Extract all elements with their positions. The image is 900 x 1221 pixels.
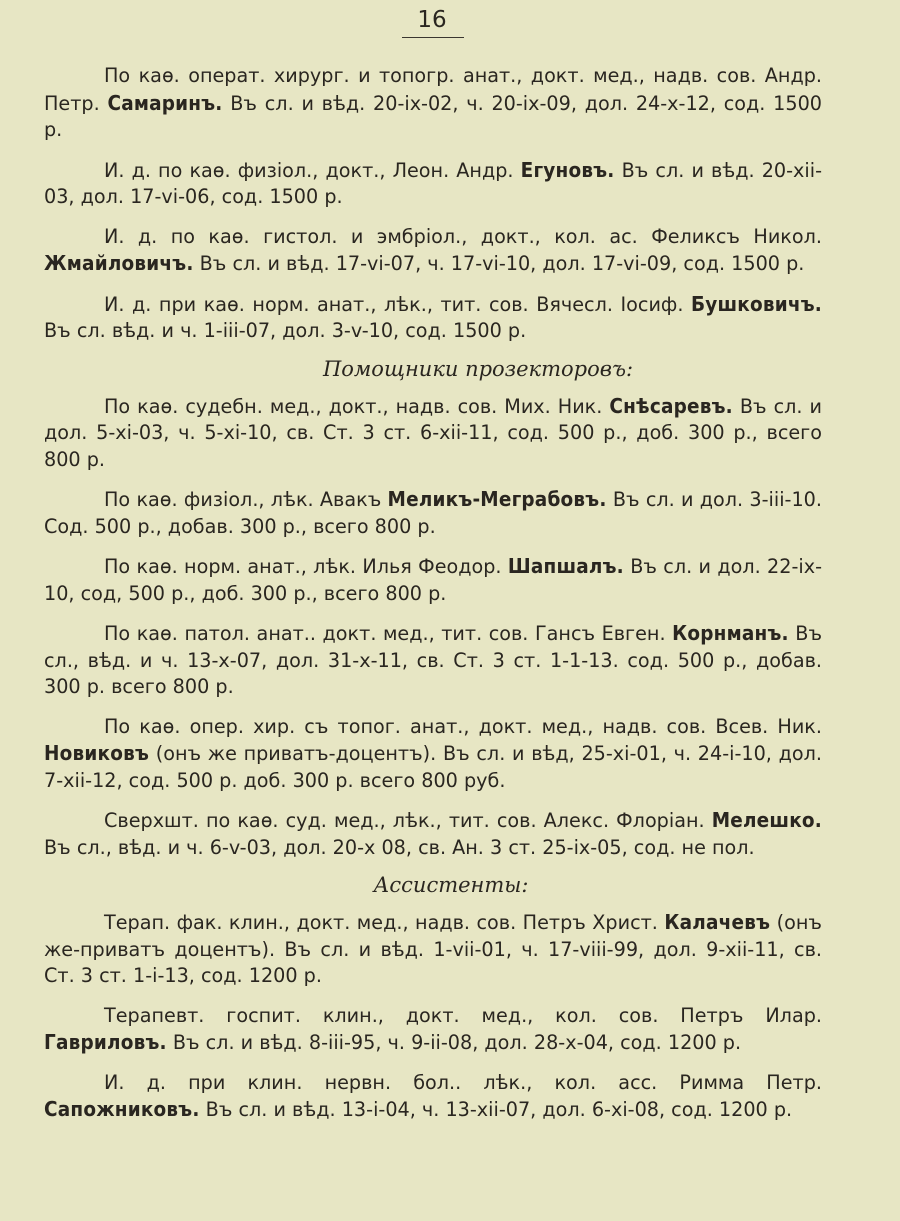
- entry-text: Терап. фак. клин., докт. мед., надв. сов. Петръ Христ.: [104, 911, 665, 934]
- entry-text: И. д. по каѳ. физіол., докт., Леон. Андр.: [104, 158, 521, 182]
- entry-text: Терапевт. госпит. клин., докт. мед., кол. сов. Петръ Илар.: [104, 1003, 822, 1027]
- entry-text: (онъ же приватъ-доцентъ). Въ сл. и вѣд, 25-xi-01, ч. 24-i-10, дол. 7-xii-12, сод. 500 р. доб. 300 р. всего 800 руб.: [44, 742, 822, 792]
- staff-name: Шапшалъ.: [507, 554, 624, 578]
- page-content: [44, 63, 822, 1137]
- staff-entry: [44, 1070, 822, 1124]
- entry-text: (онъ же-приватъ доцентъ). Въ сл. и вѣд. 1-vii-01, ч. 17-viii-99, дол. 9-xii-11, св. Ст. 3 ст. 1-i-13, сод. 1200 р.: [44, 911, 822, 987]
- entry-text: Въ сл. и дол. 3-iii-10. Сод. 500 р., добав. 300 р., всего 800 р.: [44, 488, 822, 538]
- entry-text: По каѳ. операт. хирург. и топогр. анат., докт. мед., надв. сов. Андр. Петр.: [44, 64, 822, 115]
- staff-name: Мелешко.: [711, 808, 822, 832]
- section-heading-assistants: Ассистенты:: [373, 873, 529, 897]
- entry-text: И. д. по каѳ. гистол. и эмбріол., докт., кол. ас. Феликсъ Никол.: [104, 224, 822, 248]
- entry-text: По каѳ. опер. хир. съ топог. анат., докт. мед., надв. сов. Всев. Ник.: [104, 714, 822, 738]
- page-number-rule: [402, 37, 464, 38]
- staff-name: Егуновъ.: [520, 157, 615, 182]
- staff-name: Бушковичъ.: [691, 291, 822, 316]
- staff-entry: [44, 291, 822, 345]
- entry-text: По каѳ. патол. анат.. докт. мед., тит. сов. Гансъ Евген.: [104, 622, 673, 645]
- staff-entry: [44, 157, 822, 211]
- staff-name: Сапожниковъ.: [44, 1097, 200, 1121]
- entry-text: Въ сл., вѣд. и ч. 13-x-07, дол. 31-x-11, св. Ст. 3 ст. 1-1-13. сод. 500 р., добав. 300 р. всего 800 р.: [44, 622, 822, 698]
- staff-entry: [44, 714, 822, 795]
- section-heading-assistants-of-prosectors: Помощники прозекторовъ:: [322, 356, 634, 381]
- staff-name: Калачевъ: [664, 910, 771, 934]
- entry-text: Въ сл. и дол. 22-ix-10, сод, 500 р., доб. 300 р., всего 800 р.: [44, 555, 822, 605]
- entry-text: И. д. при клин. нервн. бол.. лѣк., кол. асс. Римма Петр.: [104, 1070, 822, 1094]
- staff-name: Новиковъ: [44, 741, 150, 765]
- staff-entry: [44, 807, 822, 861]
- staff-entry: [44, 63, 822, 144]
- staff-entry: [44, 909, 822, 990]
- entry-text: Въ сл. вѣд. и ч. 1-iii-07, дол. 3-v-10, сод. 1500 р.: [44, 319, 527, 342]
- entry-text: По каѳ. норм. анат., лѣк. Илья Феодор.: [104, 555, 508, 578]
- page-number: 16: [417, 7, 447, 33]
- staff-entry: [44, 1003, 822, 1057]
- staff-entry: [44, 553, 822, 607]
- entry-text: Въ сл. и вѣд. 20-xii-03, дол. 17-vi-06, сод. 1500 р.: [44, 158, 822, 208]
- staff-entry: [44, 393, 822, 474]
- entry-text: Въ сл. и вѣд. 13-i-04, ч. 13-xii-07, дол. 6-xi-08, сод. 1200 р.: [199, 1098, 793, 1121]
- entry-text: Сверхшт. по каѳ. суд. мед., лѣк., тит. сов. Алекс. Флоріан.: [104, 809, 712, 832]
- staff-name: Жмайловичъ.: [44, 251, 194, 275]
- entry-text: По каѳ. судебн. мед., докт., надв. сов. Мих. Ник.: [104, 394, 610, 418]
- entry-text: Въ сл., вѣд. и ч. 6-v-03, дол. 20-x 08, св. Ан. 3 ст. 25-ix-05, сод. не пол.: [44, 835, 755, 859]
- staff-name: Гавриловъ.: [44, 1030, 167, 1054]
- entry-text: Въ сл. и вѣд. 20-ix-02, ч. 20-ix-09, дол. 24-x-12, сод. 1500 р.: [44, 91, 822, 141]
- staff-entry: [44, 620, 822, 701]
- staff-name: Корнманъ.: [672, 621, 789, 645]
- entry-text: Въ сл. и вѣд. 8-iii-95, ч. 9-ii-08, дол. 28-x-04, сод. 1200 р.: [166, 1031, 742, 1054]
- staff-entry: [44, 224, 822, 278]
- staff-entry: [44, 486, 822, 540]
- staff-name: Самаринъ.: [107, 90, 223, 115]
- staff-name: Меликъ-Меграбовъ.: [387, 487, 607, 511]
- entry-text: И. д. при каѳ. норм. анат., лѣк., тит. сов. Вячесл. Іосиф.: [104, 292, 691, 316]
- staff-name: Снѣсаревъ.: [609, 393, 733, 418]
- entry-text: Въ сл. и вѣд. 17-vi-07, ч. 17-vi-10, дол. 17-vi-09, сод. 1500 р.: [193, 252, 805, 275]
- entry-text: По каѳ. физіол., лѣк. Авакъ: [104, 488, 388, 511]
- entry-text: Въ сл. и дол. 5-xi-03, ч. 5-xi-10, св. Ст. 3 ст. 6-xii-11, сод. 500 р., доб. 300 р., всего 800 р.: [44, 394, 822, 471]
